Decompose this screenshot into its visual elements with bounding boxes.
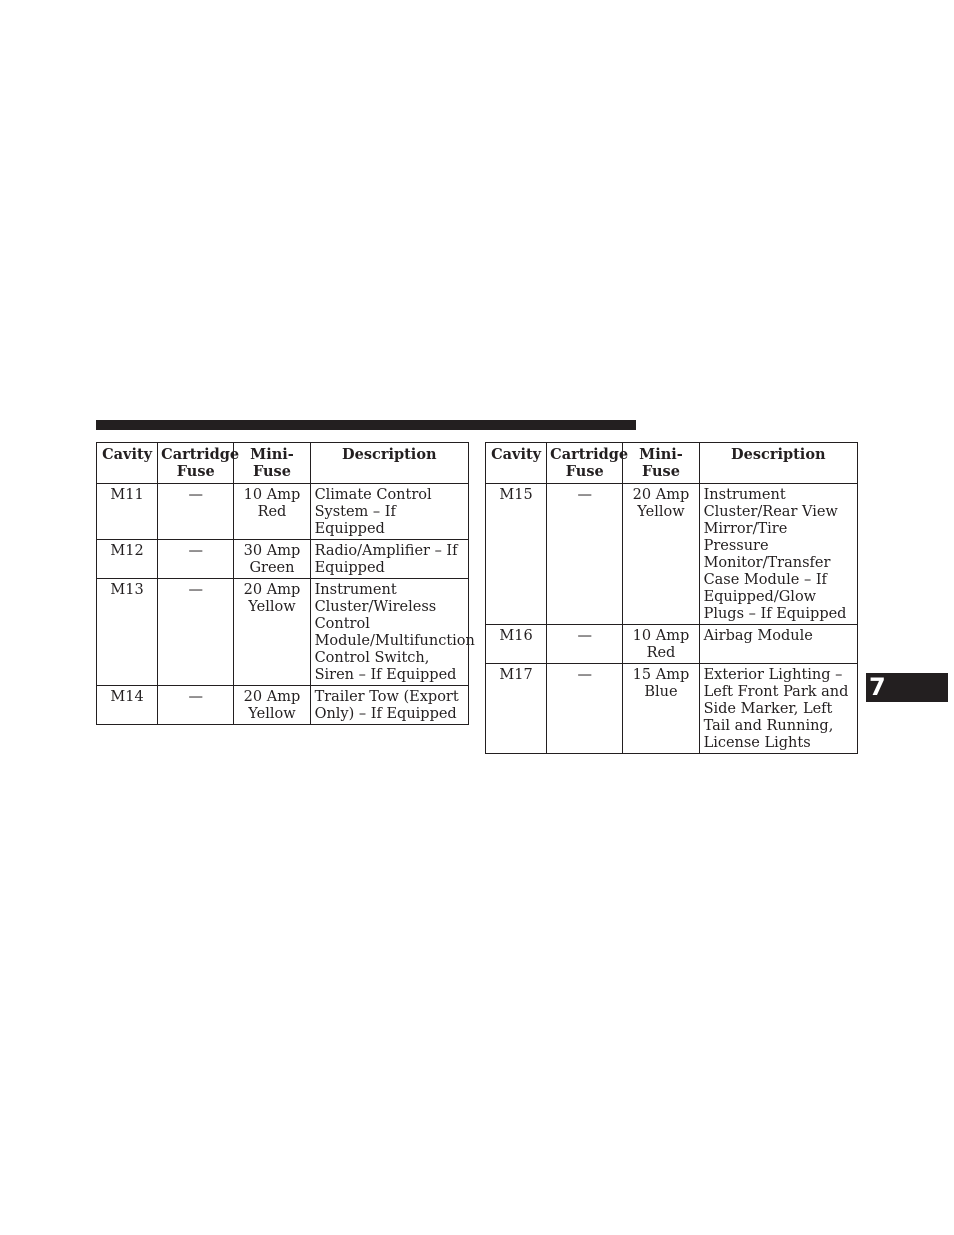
table-row: [486, 484, 858, 625]
header-cavity: Cavity: [97, 443, 158, 484]
header-description: Description: [699, 443, 857, 484]
header-mini-fuse: Mini-Fuse: [623, 443, 699, 484]
chapter-tab: 7: [866, 673, 948, 702]
table-row: [97, 540, 469, 579]
mini-fuse-cell: 20 Amp Yellow: [234, 579, 310, 686]
cavity-cell: M11: [97, 484, 158, 540]
cavity-cell: M16: [486, 625, 547, 664]
table-row: [486, 625, 858, 664]
mini-fuse-cell: 15 Amp Blue: [623, 664, 699, 754]
table-row: [97, 579, 469, 686]
fuse-table-left: [96, 442, 475, 725]
header-cartridge-fuse: Cartridge Fuse: [158, 443, 234, 484]
description-cell: Exterior Lighting – Left Front Park and Side Marker, Left Tail and Running, License Lights: [699, 664, 857, 754]
table-row: [97, 686, 469, 725]
mini-fuse-cell: 20 Amp Yellow: [234, 686, 310, 725]
cavity-cell: M12: [97, 540, 158, 579]
header-cartridge-fuse: Cartridge Fuse: [547, 443, 623, 484]
description-cell: Climate Control System – If Equipped: [310, 484, 468, 540]
description-cell: Radio/Amplifier – If Equipped: [310, 540, 468, 579]
cavity-cell: M17: [486, 664, 547, 754]
cartridge-cell: —: [547, 625, 623, 664]
cartridge-cell: —: [158, 579, 234, 686]
mini-fuse-cell: 10 Amp Red: [623, 625, 699, 664]
mini-fuse-cell: 10 Amp Red: [234, 484, 310, 540]
description-cell: Instrument Cluster/Rear View Mirror/Tire Pressure Monitor/Transfer Case Module – If Equipped/Glow Plugs – If Equipped: [699, 484, 857, 625]
fuse-table-right: [485, 442, 858, 754]
description-cell: Airbag Module: [699, 625, 857, 664]
description-cell: Trailer Tow (Export Only) – If Equipped: [310, 686, 468, 725]
cartridge-cell: —: [158, 484, 234, 540]
cavity-cell: M15: [486, 484, 547, 625]
cartridge-cell: —: [547, 664, 623, 754]
header-mini-fuse: Mini-Fuse: [234, 443, 310, 484]
cavity-cell: M14: [97, 686, 158, 725]
cavity-cell: M13: [97, 579, 158, 686]
table-row: [97, 484, 469, 540]
table-header-row: [486, 443, 858, 484]
header-cavity: Cavity: [486, 443, 547, 484]
cartridge-cell: —: [547, 484, 623, 625]
cartridge-cell: —: [158, 540, 234, 579]
mini-fuse-cell: 30 Amp Green: [234, 540, 310, 579]
description-cell: Instrument Cluster/Wireless Control Module/Multifunction Control Switch, Siren – If Equipped: [310, 579, 468, 686]
cartridge-cell: —: [158, 686, 234, 725]
section-rule: [96, 420, 636, 430]
table-row: [486, 664, 858, 754]
table-header-row: [97, 443, 469, 484]
mini-fuse-cell: 20 Amp Yellow: [623, 484, 699, 625]
header-description: Description: [310, 443, 468, 484]
